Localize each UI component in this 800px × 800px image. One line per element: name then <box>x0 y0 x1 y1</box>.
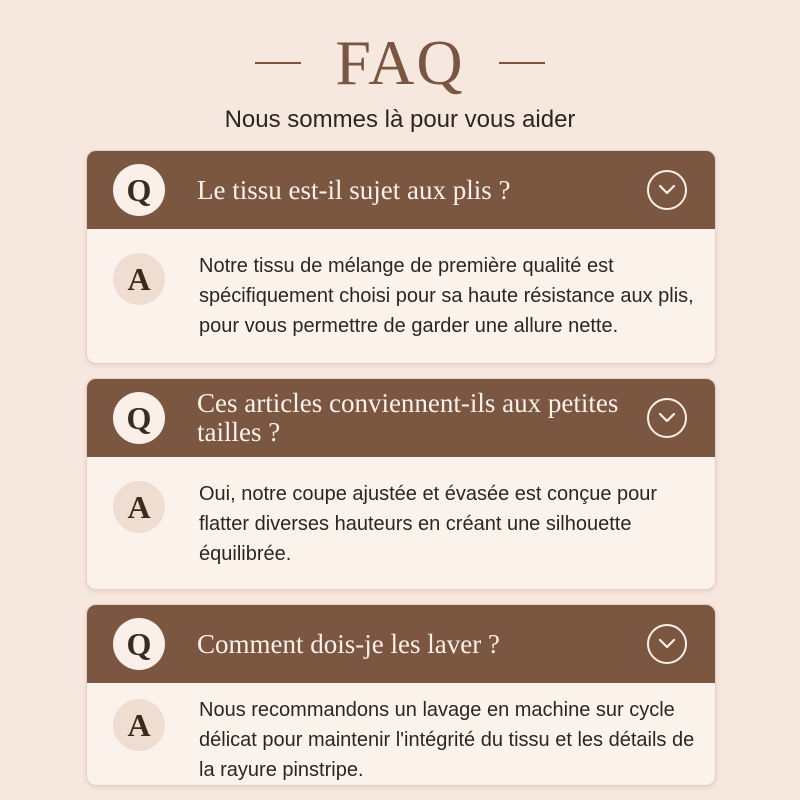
chevron-down-icon[interactable] <box>647 398 687 438</box>
faq-question-bar-3[interactable] <box>87 605 715 683</box>
answer-badge: A <box>113 253 165 305</box>
faq-question-bar-1[interactable] <box>87 151 715 229</box>
faq-answer-1: Notre tissu de mélange de première qualité est spécifiquement choisi pour sa haute résistance aux plis, pour vous permettre de garder une allure nette. <box>199 255 694 337</box>
page-title: FAQ <box>335 27 465 98</box>
faq-answer-body-2 <box>87 457 715 569</box>
faq-question-3: Comment dois-je les laver ? <box>197 628 500 659</box>
question-badge: Q <box>113 618 165 670</box>
faq-answer-3: Nous recommandons un lavage en machine sur cycle délicat pour maintenir l'intégrité du tissu et les détails de la rayure pinstripe. <box>199 699 695 781</box>
faq-item-2 <box>86 378 716 590</box>
chevron-down-icon[interactable] <box>647 170 687 210</box>
answer-badge: A <box>113 699 165 751</box>
page-subtitle: Nous sommes là pour vous aider <box>224 106 576 133</box>
faq-answer-2: Oui, notre coupe ajustée et évasée est conçue pour flatter diverses hauteurs en créant une silhouette équilibrée. <box>199 483 658 565</box>
title-right-dash <box>499 62 545 64</box>
faq-question-2: Ces articles conviennent-ils aux petites tailles ? <box>197 388 619 447</box>
title-left-dash <box>255 62 301 64</box>
faq-item-3 <box>86 604 716 786</box>
faq-answer-body-3 <box>87 683 715 785</box>
faq-answer-body-1 <box>87 229 715 341</box>
chevron-down-icon[interactable] <box>647 624 687 664</box>
faq-question-bar-2[interactable] <box>87 379 715 457</box>
question-badge: Q <box>113 392 165 444</box>
faq-header <box>0 28 800 136</box>
question-badge: Q <box>113 164 165 216</box>
title-row <box>0 28 800 98</box>
faq-item-1 <box>86 150 716 364</box>
faq-question-1: Le tissu est-il sujet aux plis ? <box>197 174 511 205</box>
answer-badge: A <box>113 481 165 533</box>
